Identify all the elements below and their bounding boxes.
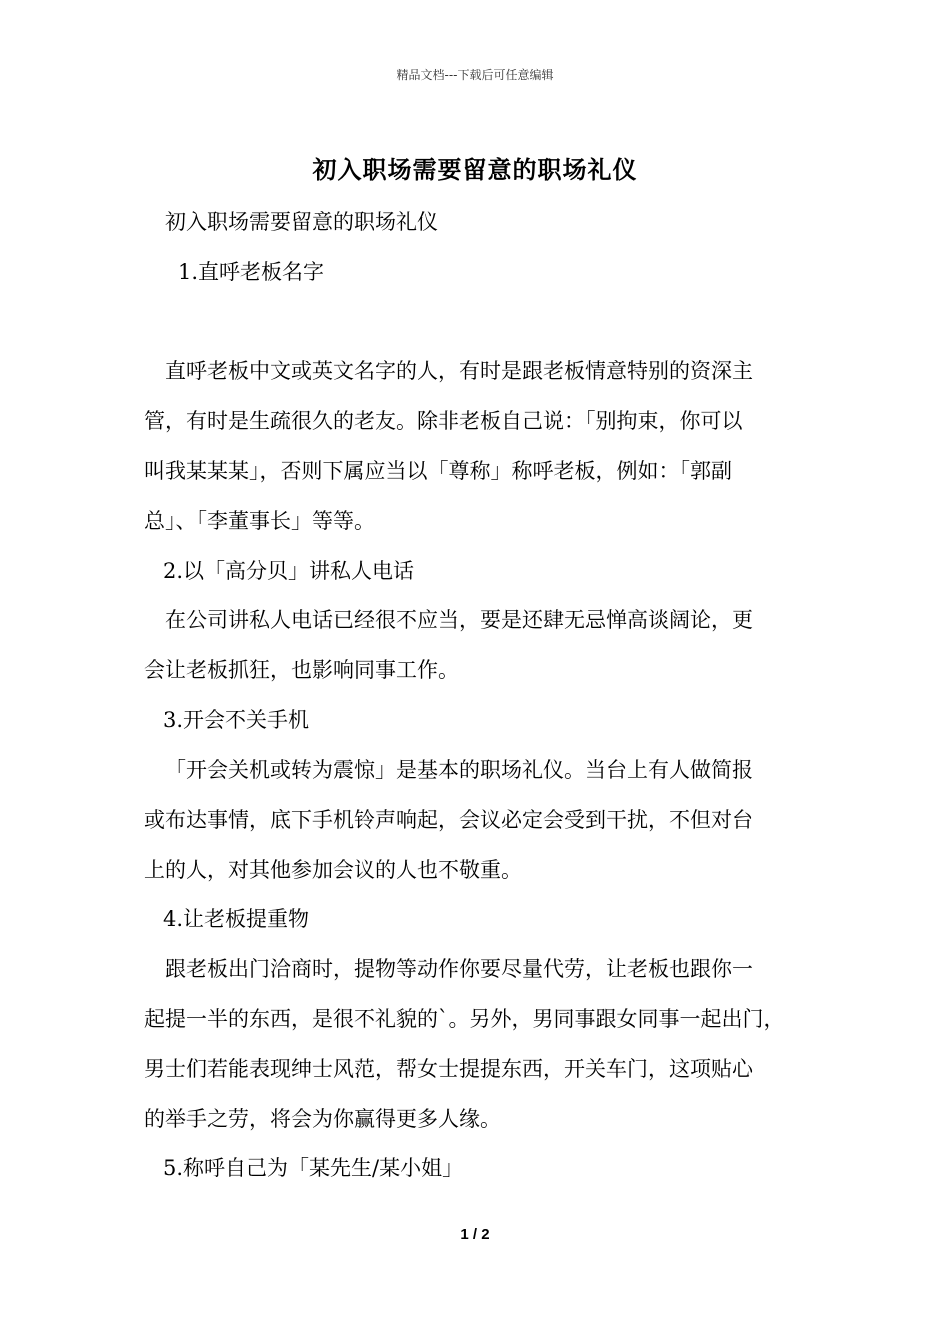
paragraph-line: 总」、「李董事长」等等。: [144, 509, 375, 533]
page-number: 1 / 2: [460, 1226, 490, 1243]
paragraph-line: 跟老板出门洽商时，提物等动作你要尽量代劳，让老板也跟你一: [165, 957, 753, 981]
section-heading-2: 2.以「高分贝」讲私人电话: [163, 559, 415, 583]
paragraph-line: 男士们若能表现绅士风范，帮女士提提东西，开关车门，这项贴心: [144, 1057, 753, 1081]
section-heading-5: 5.称呼自己为「某先生/某小姐」: [163, 1156, 464, 1180]
page-header: 精品文档---下载后可任意编辑: [396, 68, 554, 82]
paragraph-line: 或布达事情，底下手机铃声响起，会议必定会受到干扰，不但对台: [144, 808, 753, 832]
paragraph-line: 直呼老板中文或英文名字的人，有时是跟老板情意特别的资深主: [165, 359, 753, 383]
section-heading-4: 4.让老板提重物: [163, 907, 310, 931]
section-heading-3: 3.开会不关手机: [163, 708, 310, 732]
document-title: 初入职场需要留意的职场礼仪: [312, 155, 638, 184]
paragraph-line: 「开会关机或转为震惊」是基本的职场礼仪。当台上有人做简报: [165, 758, 753, 782]
paragraph-line: 在公司讲私人电话已经很不应当，要是还肆无忌惮高谈阔论，更: [165, 608, 753, 632]
paragraph-line: 管，有时是生疏很久的老友。除非老板自己说：「别拘束，你可以: [144, 409, 743, 433]
section-heading-1: 1.直呼老板名字: [178, 260, 325, 284]
intro-line: 初入职场需要留意的职场礼仪: [165, 210, 438, 234]
paragraph-line: 起提一半的东西，是很不礼貌的`。另外，男同事跟女同事一起出门，: [144, 1007, 785, 1031]
paragraph-line: 的举手之劳，将会为你赢得更多人缘。: [144, 1107, 501, 1131]
paragraph-line: 叫我某某某」，否则下属应当以「尊称」称呼老板，例如：「郭副: [144, 459, 732, 483]
paragraph-line: 会让老板抓狂，也影响同事工作。: [144, 658, 459, 682]
paragraph-line: 上的人，对其他参加会议的人也不敬重。: [144, 858, 522, 882]
